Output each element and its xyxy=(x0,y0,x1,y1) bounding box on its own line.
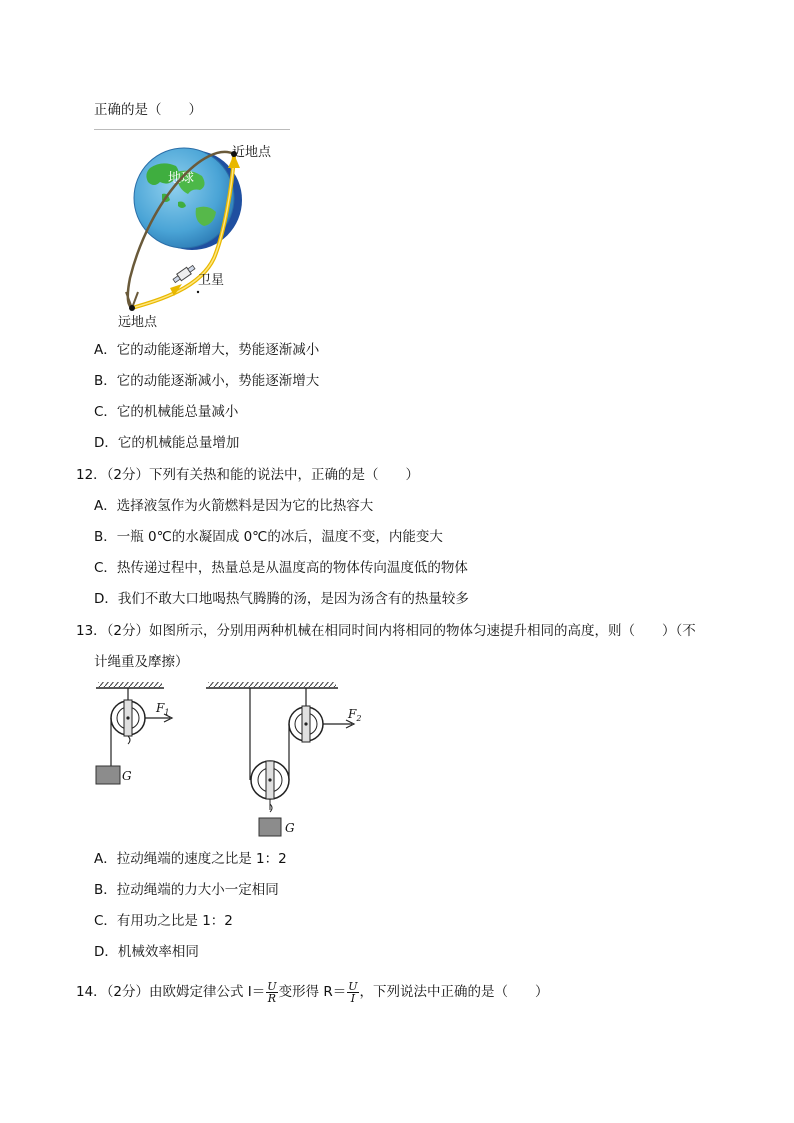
pulley-figure xyxy=(90,680,380,840)
q11-option-a: A．它的动能逐渐增大，势能逐渐减小 xyxy=(94,342,320,358)
ceiling-right-hatch xyxy=(208,682,336,687)
earth-orbit-figure xyxy=(110,138,300,334)
q14-stem-a: 14．（2分）由欧姆定律公式 I＝ xyxy=(76,984,266,1000)
q11-option-c: C．它的机械能总量减小 xyxy=(94,404,239,420)
q12-option-d: D．我们不敢大口地喝热气腾腾的汤，是因为汤含有的热量较多 xyxy=(94,591,469,607)
q14-stem-b: 变形得 R＝ xyxy=(278,984,347,1000)
right-fixed-axle xyxy=(304,722,307,725)
q11-option-b: B．它的动能逐渐减小，势能逐渐增大 xyxy=(94,373,320,389)
g-label-right: G xyxy=(285,821,295,835)
earth-globe xyxy=(134,148,234,248)
q13-option-b: B．拉动绳端的力大小一定相同 xyxy=(94,882,279,898)
q13-stem-line1: 13．（2分）如图所示，分别用两种机械在相同时间内将相同的物体匀速提升相同的高度，则（ ）（不 xyxy=(76,623,696,639)
q13-option-d: D．机械效率相同 xyxy=(94,944,199,960)
f1-label: $F_1$ xyxy=(156,701,170,717)
movable-pulley-axle xyxy=(268,778,271,781)
small-dot xyxy=(197,291,199,293)
pulley-block-system xyxy=(206,682,361,836)
fixed-pulley-system xyxy=(96,682,172,784)
g-label-left: G xyxy=(122,769,132,783)
fraction-u-over-r: $\frac{U}{R}$ xyxy=(267,979,277,1005)
left-weight-block xyxy=(96,766,120,784)
q13-option-a: A．拉动绳端的速度之比是 1：2 xyxy=(94,851,287,867)
q12-option-b: B．一瓶 0℃的水凝固成 0℃的冰后，温度不变，内能变大 xyxy=(94,529,443,545)
q12-stem: 12．（2分）下列有关热和能的说法中，正确的是（ ） xyxy=(76,467,420,483)
q13-option-c: C．有用功之比是 1：2 xyxy=(94,913,233,929)
earth-label: 地球 xyxy=(168,171,195,186)
q11-option-d: D．它的机械能总量增加 xyxy=(94,435,240,451)
apogee-dot xyxy=(129,305,135,311)
divider-rule xyxy=(94,129,290,130)
perigee-label: 近地点 xyxy=(232,145,272,160)
q13-stem-line2: 计绳重及摩擦） xyxy=(94,654,189,670)
q12-option-c: C．热传递过程中，热量总是从温度高的物体传向温度低的物体 xyxy=(94,560,468,576)
q11-stem-tail: 正确的是（ ） xyxy=(94,102,202,118)
f2-label: $F_2$ xyxy=(348,707,362,723)
apogee-label: 远地点 xyxy=(118,315,158,330)
right-weight-block xyxy=(259,818,281,836)
q12-option-a: A．选择液氢作为火箭燃料是因为它的比热容大 xyxy=(94,498,374,514)
fraction-u-over-i: $\frac{U}{I}$ xyxy=(348,979,358,1005)
left-pulley-axle xyxy=(126,716,129,719)
satellite-label: 卫星 xyxy=(198,273,225,288)
q14-stem-c: ，下列说法中正确的是（ ） xyxy=(359,984,549,1000)
q14-stem xyxy=(76,980,549,1004)
left-hook-bottom xyxy=(128,736,130,744)
ceiling-left-hatch xyxy=(98,682,162,687)
